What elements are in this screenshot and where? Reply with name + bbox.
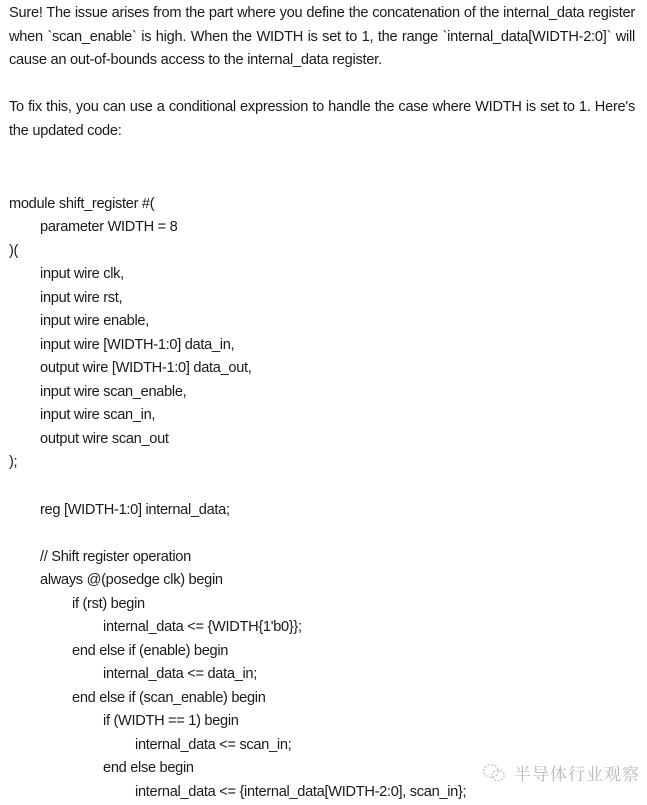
code-line: input wire scan_enable, [40,384,187,400]
code-line: internal_data <= data_in; [103,666,257,682]
code-line: output wire scan_out [40,431,169,447]
code-line: internal_data <= scan_in; [135,737,292,753]
watermark-text: 半导体行业观察 [514,765,640,785]
code-line: reg [WIDTH-1:0] internal_data; [40,502,230,518]
code-line: end else if (enable) begin [72,643,229,659]
code-line: // Shift register operation [40,549,191,565]
code-line: parameter WIDTH = 8 [40,219,178,235]
code-line: )( [9,243,19,259]
watermark [482,760,640,785]
code-line: input wire [WIDTH-1:0] data_in, [40,337,235,353]
code-line: if (WIDTH == 1) begin [103,713,239,729]
intro-paragraph: Sure! The issue arises from the part where you define the concatenation of the internal_data register when `scan_enable` is high. When the WIDTH is set to 1, the range `internal_data[WIDTH-2:0]` will cause an out-of-bounds access to the internal_data register. [9,5,635,68]
code-line: output wire [WIDTH-1:0] data_out, [40,360,252,376]
code-line: module shift_register #( [9,196,155,212]
code-line: end else if (scan_enable) begin [72,690,266,706]
code-line: input wire clk, [40,266,124,282]
fix-paragraph: To fix this, you can use a conditional expression to handle the case where WIDTH is set to 1. Here's the updated code: [9,99,635,139]
code-line: internal_data <= {internal_data[WIDTH-2:0], scan_in}; [135,784,467,800]
code-line: end else begin [103,760,194,776]
code-line: input wire rst, [40,290,123,306]
code-line: internal_data <= {WIDTH{1'b0}}; [103,619,302,635]
wechat-icon [482,763,506,783]
code-line: ); [9,454,18,470]
code-line: if (rst) begin [72,596,145,612]
code-line: input wire scan_in, [40,407,156,423]
code-line: always @(posedge clk) begin [40,572,223,588]
code-line: input wire enable, [40,313,149,329]
